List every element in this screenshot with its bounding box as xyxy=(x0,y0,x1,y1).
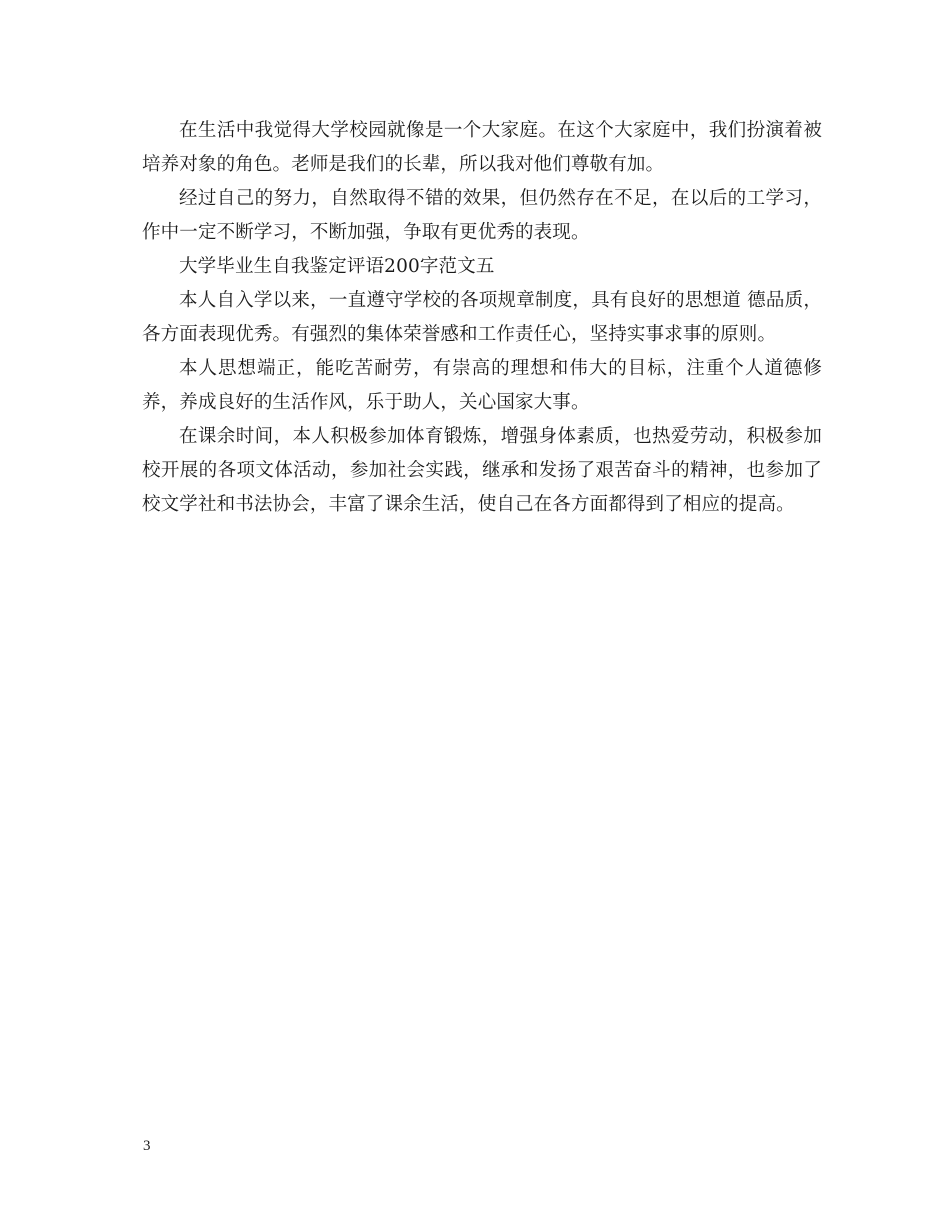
page-number: 3 xyxy=(143,1138,151,1154)
paragraph-campus-family: 在生活中我觉得大学校园就像是一个大家庭。在这个大家庭中，我们扮演着被培养对象的角色。老师是我们的长辈，所以我对他们尊敬有加。 xyxy=(142,120,822,175)
paragraph-rules: 本人自入学以来，一直遵守学校的各项规章制度，具有良好的思想道 德品质，各方面表现优秀。有强烈的集体荣誉感和工作责任心，坚持实事求事的原则。 xyxy=(142,290,822,345)
document-body xyxy=(142,114,822,522)
section-heading: 大学毕业生自我鉴定评语200字范文五 xyxy=(179,256,495,277)
paragraph-spare-time: 在课余时间，本人积极参加体育锻炼，增强身体素质，也热爱劳动，积极参加校开展的各项文体活动，参加社会实践，继承和发扬了艰苦奋斗的精神，也参加了校文学社和书法协会，丰富了课余生活，使自己在各方面都得到了相应的提高。 xyxy=(142,426,822,515)
paragraph-ideology: 本人思想端正，能吃苦耐劳，有崇高的理想和伟大的目标，注重个人道德修养，养成良好的生活作风，乐于助人，关心国家大事。 xyxy=(142,358,822,413)
paragraph-effort: 经过自己的努力，自然取得不错的效果，但仍然存在不足，在以后的工学习，作中一定不断学习，不断加强，争取有更优秀的表现。 xyxy=(142,188,822,243)
